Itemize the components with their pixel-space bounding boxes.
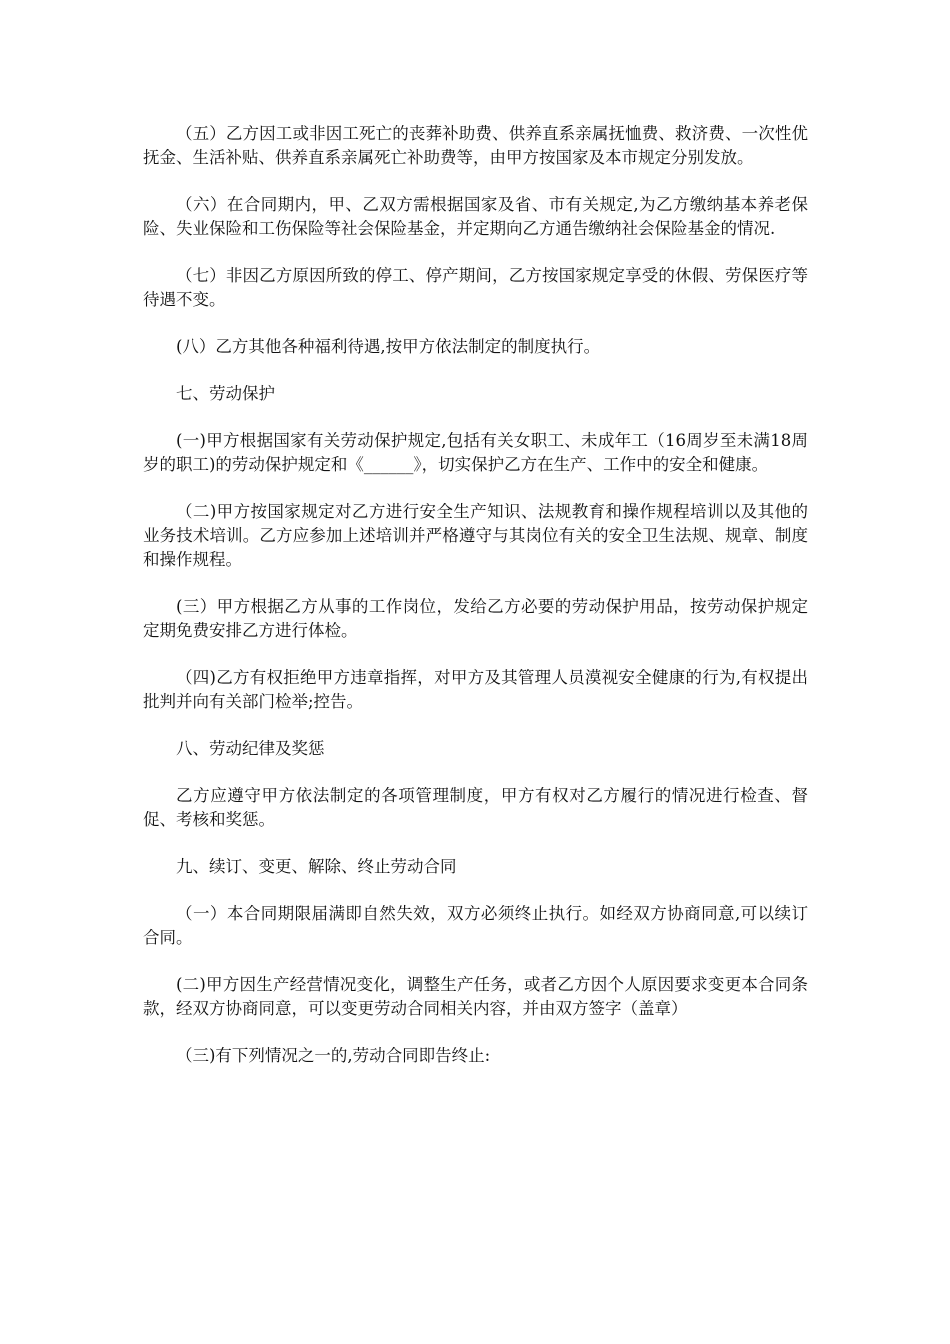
paragraph-6: （六）在合同期内，甲、乙双方需根据国家及省、市有关规定,为乙方缴纳基本养老保险、失业保险和工伤保险等社会保险基金，并定期向乙方通告缴纳社会保险基金的情况. [143,195,808,238]
paragraph-8: (八）乙方其他各种福利待遇,按甲方依法制定的制度执行。 [176,337,601,356]
protection-item-1: (一)甲方根据国家有关劳动保护规定,包括有关女职工、未成年工（16周岁至未满18周岁的职工)的劳动保护规定和《______》，切实保护乙方在生产、工作中的安全和健康。 [143,431,808,474]
paragraph-5: （五）乙方因工或非因工死亡的丧葬补助费、供养直系亲属抚恤费、救济费、一次性优抚金、生活补贴、供养直系亲属死亡补助费等，由甲方按国家及本市规定分别发放。 [143,124,808,167]
protection-item-3: (三）甲方根据乙方从事的工作岗位，发给乙方必要的劳动保护用品，按劳动保护规定定期免费安排乙方进行体检。 [143,597,808,640]
protection-item-2: （二)甲方按国家规定对乙方进行安全生产知识、法规教育和操作规程培训以及其他的业务技术培训。乙方应参加上述培训并严格遵守与其岗位有关的安全卫生法规、规章、制度和操作规程。 [143,502,808,569]
section-heading-labor-protection: 七、劳动保护 [176,384,275,403]
contract-item-2: (二)甲方因生产经营情况变化，调整生产任务，或者乙方因个人原因要求变更本合同条款，经双方协商同意，可以变更劳动合同相关内容，并由双方签字（盖章） [143,975,808,1018]
section-heading-contract-changes: 九、续订、变更、解除、终止劳动合同 [176,857,457,876]
protection-item-4: （四)乙方有权拒绝甲方违章指挥，对甲方及其管理人员漠视安全健康的行为,有权提出批判并向有关部门检举;控告。 [143,668,808,711]
discipline-paragraph: 乙方应遵守甲方依法制定的各项管理制度，甲方有权对乙方履行的情况进行检查、督促、考核和奖惩。 [143,786,808,829]
contract-item-1: （一）本合同期限届满即自然失效，双方必须终止执行。如经双方协商同意,可以续订合同。 [143,904,808,947]
paragraph-7: （七）非因乙方原因所致的停工、停产期间，乙方按国家规定享受的休假、劳保医疗等待遇不变。 [143,266,808,309]
section-heading-discipline: 八、劳动纪律及奖惩 [176,739,325,758]
document-body [143,122,808,1091]
contract-item-3: （三)有下列情况之一的,劳动合同即告终止: [176,1046,491,1065]
